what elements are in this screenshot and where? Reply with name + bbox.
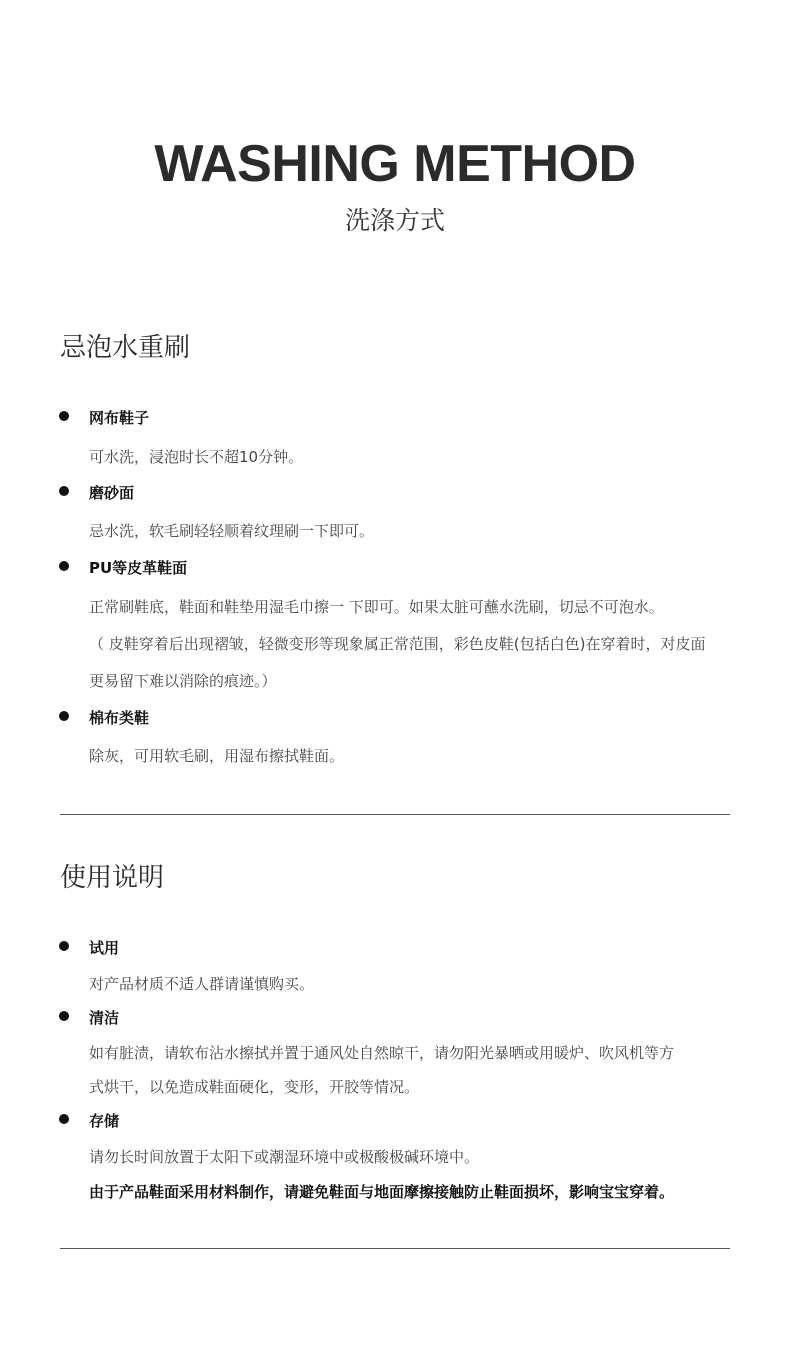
bullet-icon bbox=[59, 561, 69, 571]
item-text-pu-leather-3: 更易留下难以消除的痕迹。） bbox=[89, 672, 277, 690]
item-title-pu-leather: PU等皮革鞋面 bbox=[89, 559, 188, 577]
item-text-mesh-shoes: 可水洗，浸泡时长不超10分钟。 bbox=[89, 448, 304, 466]
item-text-trial: 对产品材质不适人群请谨慎购买。 bbox=[89, 975, 315, 993]
item-title-trial: 试用 bbox=[89, 939, 120, 957]
bullet-icon bbox=[59, 711, 69, 721]
section-title-no-soak: 忌泡水重刷 bbox=[60, 333, 191, 363]
item-text-cotton-shoes: 除灰，可用软毛刷，用湿布擦拭鞋面。 bbox=[89, 747, 345, 765]
item-title-suede: 磨砂面 bbox=[89, 484, 135, 502]
section-title-instructions: 使用说明 bbox=[60, 863, 165, 893]
item-text-storage: 请勿长时间放置于太阳下或潮湿环境中或极酸极碱环境中。 bbox=[89, 1148, 480, 1166]
bullet-icon bbox=[59, 1011, 69, 1021]
bullet-icon bbox=[59, 1114, 69, 1124]
section-divider bbox=[60, 1248, 730, 1249]
item-title-mesh-shoes: 网布鞋子 bbox=[89, 409, 150, 427]
bullet-icon bbox=[59, 411, 69, 421]
warning-note: 由于产品鞋面采用材料制作，请避免鞋面与地面摩擦接触防止鞋面损坏，影响宝宝穿着。 bbox=[89, 1183, 675, 1201]
bullet-icon bbox=[59, 486, 69, 496]
bullet-icon bbox=[59, 941, 69, 951]
page-subtitle: 洗涤方式 bbox=[344, 206, 445, 235]
item-text-suede: 忌水洗，软毛刷轻轻顺着纹理刷一下即可。 bbox=[89, 522, 375, 540]
page-title: WASHING METHOD bbox=[154, 135, 636, 193]
item-text-pu-leather-1: 正常刷鞋底，鞋面和鞋垫用湿毛巾擦一 下即可。如果太脏可蘸水洗刷，切忌不可泡水。 bbox=[89, 598, 664, 616]
item-text-cleaning-1: 如有脏渍，请软布沾水擦拭并置于通风处自然晾干，请勿阳光暴晒或用暖炉、吹风机等方 bbox=[89, 1044, 675, 1062]
item-title-storage: 存储 bbox=[89, 1112, 120, 1130]
item-title-cotton-shoes: 棉布类鞋 bbox=[89, 709, 150, 727]
item-title-cleaning: 清洁 bbox=[89, 1009, 120, 1027]
item-text-cleaning-2: 式烘干，以免造成鞋面硬化，变形，开胶等情况。 bbox=[89, 1078, 420, 1096]
item-text-pu-leather-2: （ 皮鞋穿着后出现褶皱，轻微变形等现象属正常范围，彩色皮鞋(包括白色)在穿着时，对皮面 bbox=[89, 635, 706, 653]
section-divider bbox=[60, 814, 730, 815]
